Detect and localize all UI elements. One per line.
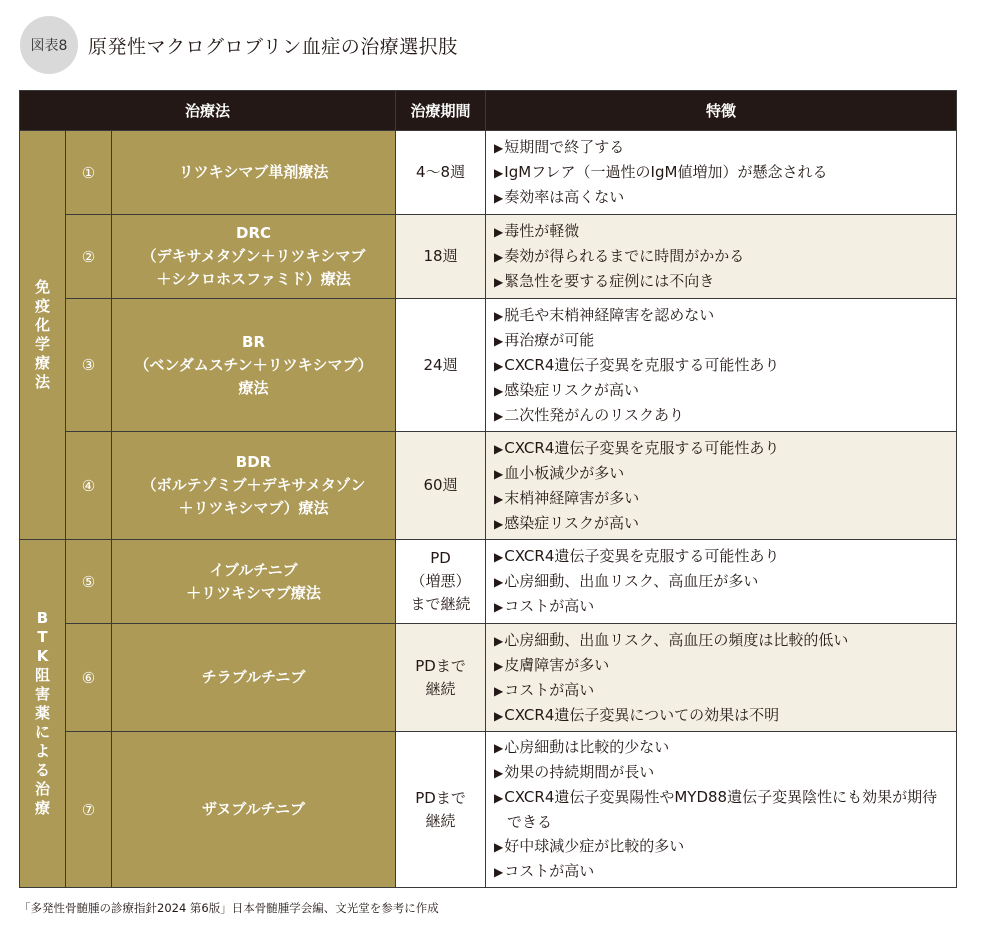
feature-item: ▶ 皮膚障害が多い [494, 653, 950, 678]
feature-list [486, 432, 957, 540]
feature-item: ▶ IgMフレア（一過性のIgM値増加）が懸念される [494, 160, 950, 185]
table-row [20, 540, 957, 624]
treatment-name: リツキシマブ単剤療法 [112, 131, 396, 215]
feature-item: ▶ コストが高い [494, 594, 950, 619]
treatment-name: BDR （ボルテゾミブ＋デキサメタゾン ＋リツキシマブ）療法 [112, 432, 396, 540]
feature-list [486, 131, 957, 215]
feature-item: ▶ CXCR4遺伝子変異を克服する可能性あり [494, 436, 950, 461]
row-number: ⑤ [66, 540, 112, 624]
treatment-period: PD （増悪） まで継続 [396, 540, 486, 624]
figure-title: 原発性マクログロブリン血症の治療選択肢 [88, 36, 458, 58]
group-label-btk: BTK阻害薬による治療 [20, 540, 66, 888]
feature-item: ▶ CXCR4遺伝子変異陽性やMYD88遺伝子変異陰性にも効果が期待できる [494, 785, 950, 834]
header-treatment: 治療法 [20, 91, 396, 131]
feature-item: ▶ コストが高い [494, 678, 950, 703]
feature-item: ▶ コストが高い [494, 859, 950, 884]
table-row [20, 624, 957, 732]
treatment-period: 60週 [396, 432, 486, 540]
treatment-table [19, 90, 957, 888]
feature-item: ▶ 感染症リスクが高い [494, 378, 950, 403]
table-row [20, 299, 957, 432]
treatment-period: 18週 [396, 215, 486, 299]
treatment-name: チラブルチニブ [112, 624, 396, 732]
feature-item: ▶ 奏効が得られるまでに時間がかかる [494, 244, 950, 269]
table-row [20, 732, 957, 888]
header-period: 治療期間 [396, 91, 486, 131]
feature-item: ▶ 毒性が軽微 [494, 219, 950, 244]
feature-list [486, 624, 957, 732]
feature-item: ▶ CXCR4遺伝子変異を克服する可能性あり [494, 353, 950, 378]
feature-list [486, 299, 957, 432]
feature-item: ▶ 血小板減少が多い [494, 461, 950, 486]
feature-item: ▶ 短期間で終了する [494, 135, 950, 160]
table-row [20, 215, 957, 299]
row-number: ① [66, 131, 112, 215]
treatment-name: ザヌブルチニブ [112, 732, 396, 888]
header-features: 特徴 [486, 91, 957, 131]
table-row [20, 432, 957, 540]
feature-list [486, 732, 957, 888]
figure-badge: 図表8 [20, 16, 78, 74]
treatment-period: 4〜8週 [396, 131, 486, 215]
treatment-name: イブルチニブ ＋リツキシマブ療法 [112, 540, 396, 624]
feature-item: ▶ 緊急性を要する症例には不向き [494, 269, 950, 294]
feature-item: ▶ 奏効率は高くない [494, 185, 950, 210]
feature-item: ▶ CXCR4遺伝子変異を克服する可能性あり [494, 544, 950, 569]
treatment-period: PDまで 継続 [396, 624, 486, 732]
group-label-immunochemo: 免疫化学療法 [20, 131, 66, 540]
feature-item: ▶ CXCR4遺伝子変異についての効果は不明 [494, 703, 950, 728]
feature-item: ▶ 末梢神経障害が多い [494, 486, 950, 511]
feature-item: ▶ 効果の持続期間が長い [494, 760, 950, 785]
feature-item: ▶ 感染症リスクが高い [494, 511, 950, 536]
row-number: ② [66, 215, 112, 299]
feature-item: ▶ 好中球減少症が比較的多い [494, 834, 950, 859]
feature-item: ▶ 脱毛や末梢神経障害を認めない [494, 303, 950, 328]
feature-item: ▶ 心房細動、出血リスク、高血圧の頻度は比較的低い [494, 628, 950, 653]
row-number: ⑦ [66, 732, 112, 888]
row-number: ⑥ [66, 624, 112, 732]
feature-list [486, 215, 957, 299]
footnote: 「多発性骨髄腫の診療指針2024 第6版」日本骨髄腫学会編、文光堂を参考に作成 [19, 901, 439, 915]
treatment-name: DRC （デキサメタゾン＋リツキシマブ ＋シクロホスファミド）療法 [112, 215, 396, 299]
treatment-period: 24週 [396, 299, 486, 432]
header-row [20, 91, 957, 131]
feature-item: ▶ 心房細動は比較的少ない [494, 735, 950, 760]
feature-item: ▶ 二次性発がんのリスクあり [494, 403, 950, 428]
table-row [20, 131, 957, 215]
treatment-period: PDまで 継続 [396, 732, 486, 888]
feature-item: ▶ 心房細動、出血リスク、高血圧が多い [494, 569, 950, 594]
row-number: ③ [66, 299, 112, 432]
row-number: ④ [66, 432, 112, 540]
feature-item: ▶ 再治療が可能 [494, 328, 950, 353]
treatment-name: BR （ベンダムスチン＋リツキシマブ） 療法 [112, 299, 396, 432]
feature-list [486, 540, 957, 624]
